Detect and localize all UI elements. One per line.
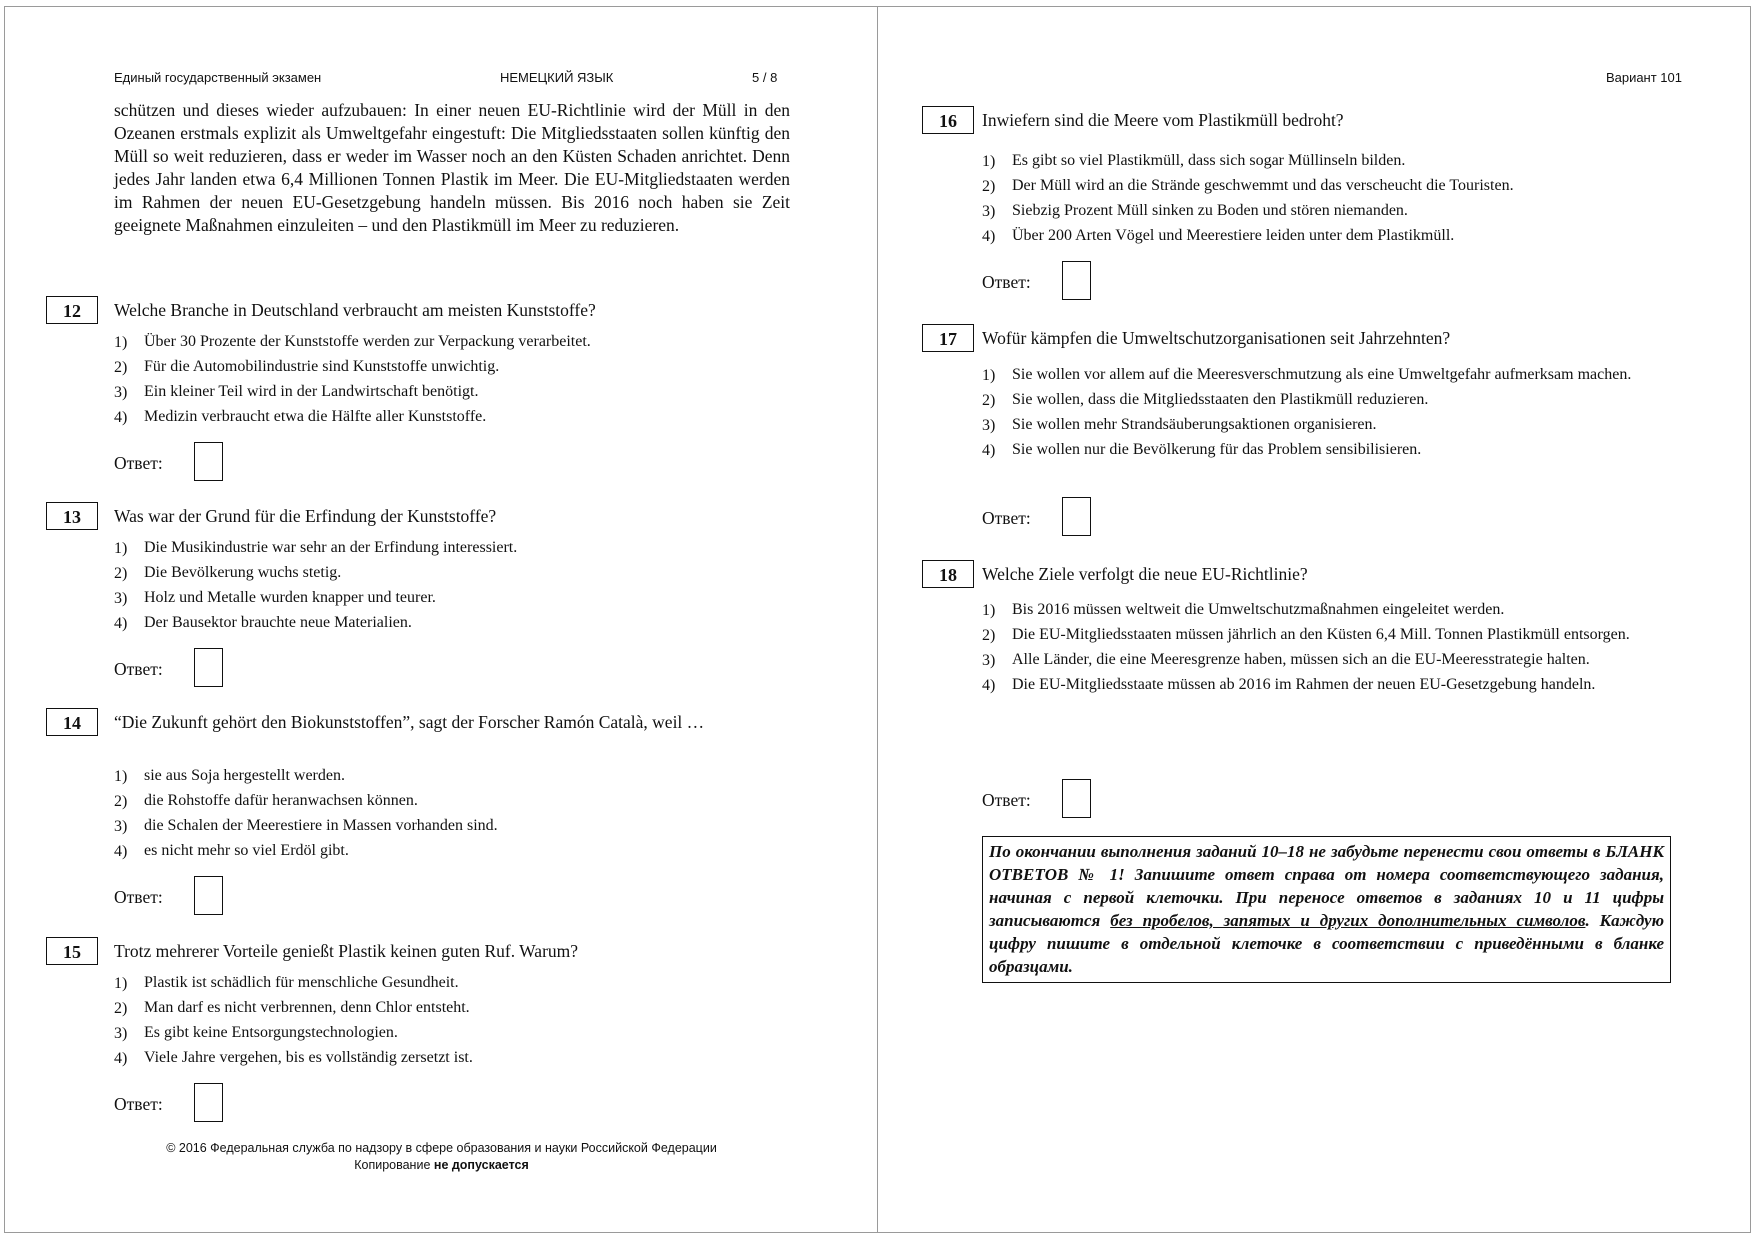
variant-label: Вариант 101 (1605, 70, 1682, 85)
option-text: Die Musikindustrie war sehr an der Erfindung interessiert. (144, 539, 518, 556)
notice-text-2: . Каждую цифру пишите в отдельной клеточке в соответствии с приведёнными в бланке образцами. (989, 911, 1665, 976)
option-item (982, 623, 1671, 646)
answer-13 (114, 659, 163, 680)
notice-text-1: По окончании выполнения заданий 10–18 не забудьте перенести свои ответы в БЛАНК ОТВЕТОВ № 1! Запишите ответ справа от номера соответствующего задания, начиная с первой клеточки. При переносе ответов в заданиях 10 и 11 цифры записываются (989, 842, 1664, 930)
option-item (982, 388, 1671, 411)
left-page (4, 6, 879, 1233)
option-number: 2) (114, 359, 128, 376)
option-number: 1) (114, 975, 128, 992)
answer-label: Ответ: (114, 659, 163, 679)
option-number: 3) (114, 384, 128, 401)
option-text: die Rohstoffe dafür heranwachsen können. (144, 792, 418, 809)
answer-box[interactable] (1062, 261, 1091, 300)
option-number: 3) (982, 203, 996, 220)
option-item (114, 380, 790, 403)
answer-18 (982, 790, 1031, 811)
option-item (982, 149, 1671, 172)
question-text: Welche Ziele verfolgt die neue EU-Richtlinie? (982, 564, 1308, 584)
exam-title: Единый государственный экзамен (114, 70, 322, 85)
option-item (982, 174, 1671, 197)
option-item (982, 413, 1671, 436)
option-number: 1) (982, 367, 996, 384)
option-text: Viele Jahre vergehen, bis es vollständig zersetzt ist. (144, 1049, 473, 1066)
option-text: Sie wollen nur die Bevölkerung für das Problem sensibilisieren. (1012, 441, 1422, 458)
page-footer (5, 1140, 878, 1174)
question-text: Inwiefern sind die Meere vom Plastikmüll bedroht? (982, 110, 1344, 130)
option-number: 3) (982, 652, 996, 669)
answer-label: Ответ: (114, 453, 163, 473)
option-number: 4) (982, 228, 996, 245)
transfer-instructions (982, 836, 1671, 983)
option-number: 2) (114, 793, 128, 810)
answer-box[interactable] (1062, 497, 1091, 536)
option-number: 2) (982, 392, 996, 409)
question-text: “Die Zukunft gehört den Biokunststoffen”, sagt der Forscher Ramón Català, weil … (114, 712, 705, 732)
option-number: 1) (982, 602, 996, 619)
option-number: 3) (114, 1025, 128, 1042)
option-text: Für die Automobilindustrie sind Kunststoffe unwichtig. (144, 358, 500, 375)
options-13 (114, 536, 790, 636)
answer-16 (982, 272, 1031, 293)
answer-14 (114, 887, 163, 908)
option-item (114, 1021, 790, 1044)
option-item (114, 330, 790, 353)
option-text: Bis 2016 müssen weltweit die Umweltschutzmaßnahmen eingeleitet werden. (1012, 601, 1505, 618)
answer-label: Ответ: (114, 887, 163, 907)
notice-underlined: без пробелов, запятых и других дополнительных символов (1110, 911, 1586, 930)
option-number: 1) (114, 540, 128, 557)
option-text: Plastik ist schädlich für menschliche Gesundheit. (144, 974, 459, 991)
option-text: Sie wollen mehr Strandsäuberungsaktionen organisieren. (1012, 416, 1377, 433)
option-text: Sie wollen vor allem auf die Meeresverschmutzung als eine Umweltgefahr aufmerksam machen. (1012, 366, 1632, 383)
options-18 (982, 598, 1671, 698)
option-number: 2) (114, 1000, 128, 1017)
option-number: 3) (114, 590, 128, 607)
option-text: Die EU-Mitgliedsstaaten müssen jährlich an den Küsten 6,4 Mill. Tonnen Plastikmüll entsorgen. (1012, 626, 1630, 643)
option-number: 3) (982, 417, 996, 434)
question-number: 17 (922, 324, 974, 352)
option-text: die Schalen der Meerestiere in Massen vorhanden sind. (144, 817, 498, 834)
option-number: 4) (982, 442, 996, 459)
answer-label: Ответ: (982, 508, 1031, 528)
option-text: Man darf es nicht verbrennen, denn Chlor entsteht. (144, 999, 470, 1016)
option-item (114, 789, 790, 812)
subject-title: НЕМЕЦКИЙ ЯЗЫК (500, 70, 614, 85)
answer-12 (114, 453, 163, 474)
option-item (114, 561, 790, 584)
option-item (982, 363, 1671, 386)
answer-box[interactable] (1062, 779, 1091, 818)
question-text: Was war der Grund für die Erfindung der Kunststoffe? (114, 506, 497, 526)
option-item (114, 814, 790, 837)
options-14 (114, 764, 790, 864)
option-text: Es gibt so viel Plastikmüll, dass sich sogar Müllinseln bilden. (1012, 152, 1406, 169)
option-item (114, 764, 790, 787)
option-text: Der Müll wird an die Strände geschwemmt und das verscheucht die Touristen. (1012, 177, 1514, 194)
right-page (877, 6, 1751, 1233)
option-text: Holz und Metalle wurden knapper und teurer. (144, 589, 436, 606)
options-15 (114, 971, 790, 1071)
question-number: 15 (46, 937, 98, 965)
continued-text: schützen und dieses wieder aufzubauen: In einer neuen EU-Richtlinie wird der Müll in den Ozeanen erstmals explizit als Umweltgefahr eingestuft: Die Mitgliedsstaaten sollen künftig den Müll so weit reduzieren, dass er weder im Wasser noch an den Küsten Schaden anrichtet. Denn jedes Jahr landen etwa 6,4 Millionen Tonnen Plastik im Meer. Die EU-Mitgliedstaaten werden im Rahmen der neuen EU-Gesetzgebung handeln müssen. Bis 2016 noch haben sie Zeit geeignete Maßnahmen einzuleiten – und den Plastikmüll im Meer zu reduzieren. (114, 100, 790, 235)
option-number: 3) (114, 818, 128, 835)
answer-label: Ответ: (982, 790, 1031, 810)
answer-box[interactable] (194, 442, 223, 481)
option-number: 2) (982, 178, 996, 195)
option-text: sie aus Soja hergestellt werden. (144, 767, 345, 784)
option-item (114, 586, 790, 609)
option-item (114, 996, 790, 1019)
question-number: 14 (46, 708, 98, 736)
option-number: 4) (114, 409, 128, 426)
option-text: Siebzig Prozent Müll sinken zu Boden und stören niemanden. (1012, 202, 1408, 219)
options-16 (982, 149, 1671, 249)
option-item (982, 438, 1671, 461)
option-text: Die Bevölkerung wuchs stetig. (144, 564, 342, 581)
option-text: Sie wollen, dass die Mitgliedsstaaten den Plastikmüll reduzieren. (1012, 391, 1429, 408)
answer-box[interactable] (194, 1083, 223, 1122)
option-text: Die EU-Mitgliedsstaate müssen ab 2016 im Rahmen der neuen EU-Gesetzgebung handeln. (1012, 676, 1596, 693)
question-number: 12 (46, 296, 98, 324)
answer-label: Ответ: (114, 1094, 163, 1114)
option-text: Über 200 Arten Vögel und Meerestiere leiden unter dem Plastikmüll. (1012, 227, 1455, 244)
option-text: Medizin verbraucht etwa die Hälfte aller Kunststoffe. (144, 408, 487, 425)
question-number: 13 (46, 502, 98, 530)
option-text: Es gibt keine Entsorgungstechnologien. (144, 1024, 398, 1041)
option-text: Alle Länder, die eine Meeresgrenze haben, müssen sich an die EU-Meeresstrategie halten. (1012, 651, 1590, 668)
answer-box[interactable] (194, 648, 223, 687)
copy-notice (5, 1157, 878, 1174)
option-number: 4) (982, 677, 996, 694)
option-text: es nicht mehr so viel Erdöl gibt. (144, 842, 349, 859)
option-item (982, 648, 1671, 671)
option-item (114, 839, 790, 862)
answer-17 (982, 508, 1031, 529)
question-text: Welche Branche in Deutschland verbraucht am meisten Kunststoffe? (114, 300, 596, 320)
option-item (114, 536, 790, 559)
question-text: Trotz mehrerer Vorteile genießt Plastik keinen guten Ruf. Warum? (114, 941, 579, 961)
question-text: Wofür kämpfen die Umweltschutzorganisationen seit Jahrzehnten? (982, 328, 1451, 348)
option-number: 2) (982, 627, 996, 644)
option-item (114, 971, 790, 994)
option-item (982, 199, 1671, 222)
question-number: 16 (922, 106, 974, 134)
option-text: Über 30 Prozente der Kunststoffe werden zur Verpackung verarbeitet. (144, 333, 591, 350)
copy-prefix: Копирование (354, 1158, 431, 1172)
option-item (114, 405, 790, 428)
option-number: 1) (982, 153, 996, 170)
option-number: 2) (114, 565, 128, 582)
option-number: 4) (114, 1050, 128, 1067)
copyright-text: © 2016 Федеральная служба по надзору в сфере образования и науки Российской Федерации (166, 1141, 717, 1155)
copy-bold: не допускается (433, 1158, 529, 1172)
options-17 (982, 363, 1671, 463)
option-item (114, 1046, 790, 1069)
option-number: 1) (114, 334, 128, 351)
option-number: 4) (114, 615, 128, 632)
answer-15 (114, 1094, 163, 1115)
option-text: Der Bausektor brauchte neue Materialien. (144, 614, 412, 631)
answer-box[interactable] (194, 876, 223, 915)
option-item (114, 355, 790, 378)
option-text: Ein kleiner Teil wird in der Landwirtschaft benötigt. (144, 383, 479, 400)
page-number: 5 / 8 (752, 70, 778, 85)
option-number: 1) (114, 768, 128, 785)
option-item (982, 598, 1671, 621)
option-item (114, 611, 790, 634)
option-item (982, 673, 1671, 696)
option-number: 4) (114, 843, 128, 860)
question-number: 18 (922, 560, 974, 588)
options-12 (114, 330, 790, 430)
option-item (982, 224, 1671, 247)
answer-label: Ответ: (982, 272, 1031, 292)
